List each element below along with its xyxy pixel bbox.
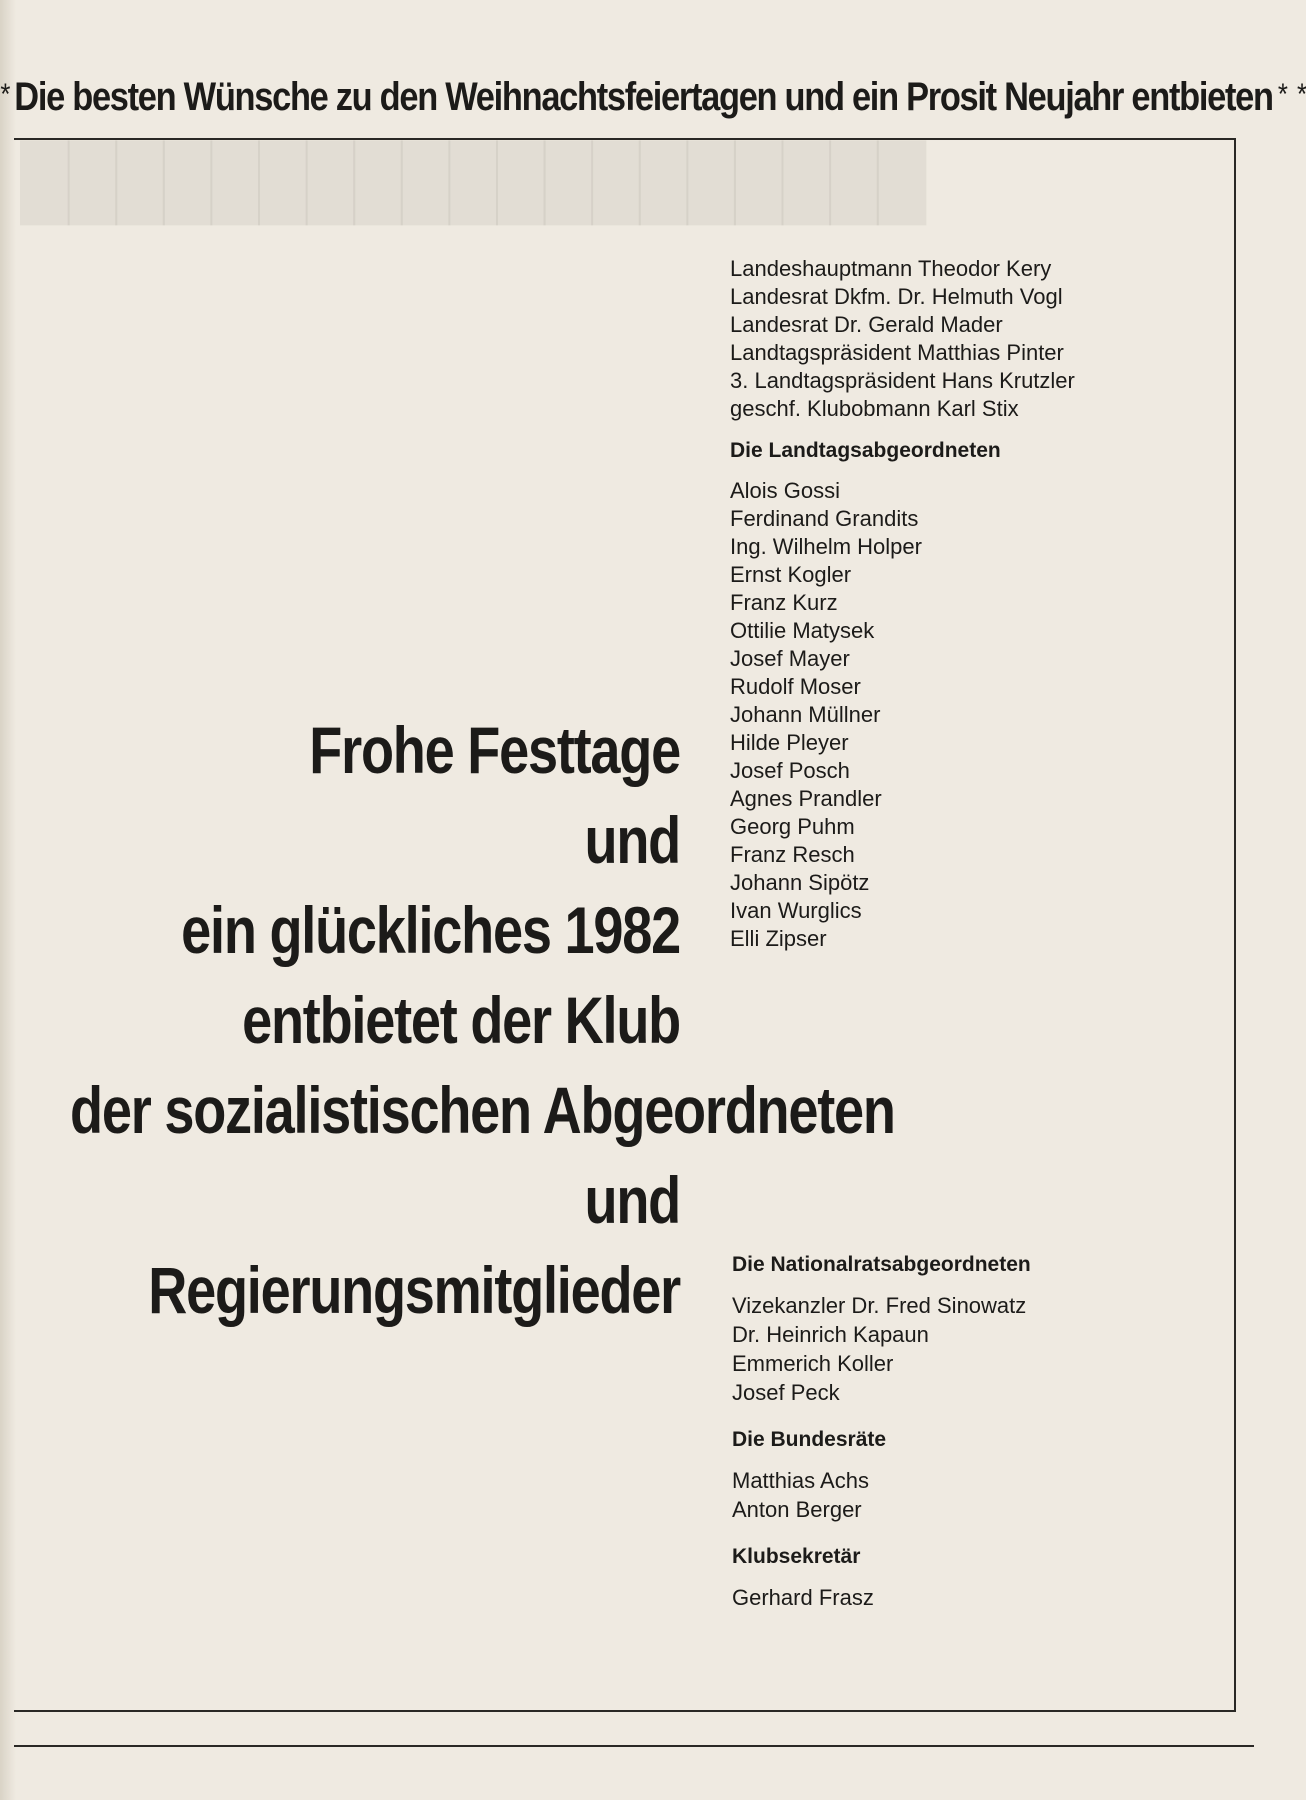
greeting-line: Frohe Festtage xyxy=(309,713,680,787)
list-item: Ing. Wilhelm Holper xyxy=(730,534,922,559)
list-item: Ottilie Matysek xyxy=(730,618,875,643)
header-banner xyxy=(0,62,1306,132)
landtag-list xyxy=(730,477,1150,953)
list-item: Emmerich Koller xyxy=(732,1351,894,1376)
bundesrat-list xyxy=(732,1466,1152,1524)
list-item: Franz Resch xyxy=(730,842,855,867)
list-item: Matthias Achs xyxy=(732,1468,869,1493)
section-title-landtag: Die Landtagsabgeordneten xyxy=(730,439,1001,462)
asterisk-icon: * xyxy=(1277,78,1287,111)
greeting-line: und xyxy=(584,803,680,877)
list-item: Rudolf Moser xyxy=(730,674,861,699)
bleed-through-texture: ███████████████████ xyxy=(20,141,925,219)
list-item: Elli Zipser xyxy=(730,926,827,951)
members-list-upper xyxy=(730,255,1150,953)
nationalrat-list xyxy=(732,1291,1152,1407)
list-item: Ivan Wurglics xyxy=(730,898,862,923)
list-item: Landesrat Dr. Gerald Mader xyxy=(730,312,1003,337)
list-item: Landeshauptmann Theodor Kery xyxy=(730,256,1052,281)
list-item: Landesrat Dkfm. Dr. Helmuth Vogl xyxy=(730,284,1063,309)
government-list xyxy=(730,255,1150,423)
greeting-line: und xyxy=(584,1163,680,1237)
section-title-sekretaer: Klubsekretär xyxy=(732,1545,861,1568)
greeting-line: Regierungsmitglieder xyxy=(148,1253,680,1327)
asterisk-icon: * xyxy=(0,78,10,111)
members-list-lower xyxy=(732,1250,1152,1612)
list-item: Anton Berger xyxy=(732,1497,862,1522)
asterisk-icon: * xyxy=(1296,78,1306,111)
list-item: Landtagspräsident Matthias Pinter xyxy=(730,340,1064,365)
list-item: Josef Posch xyxy=(730,758,850,783)
section-title-nationalrat: Die Nationalratsabgeordneten xyxy=(732,1253,1031,1276)
list-item: Agnes Prandler xyxy=(730,786,882,811)
list-item: geschf. Klubobmann Karl Stix xyxy=(730,396,1019,421)
bottom-rule xyxy=(14,1745,1254,1747)
list-item: Hilde Pleyer xyxy=(730,730,849,755)
list-item: Johann Müllner xyxy=(730,702,881,727)
list-item: Ernst Kogler xyxy=(730,562,852,587)
list-item: Dr. Heinrich Kapaun xyxy=(732,1322,929,1347)
list-item: Josef Mayer xyxy=(730,646,850,671)
section-title-bundesrat: Die Bundesräte xyxy=(732,1428,887,1451)
greeting-line: ein glückliches 1982 xyxy=(181,893,680,967)
list-item: Josef Peck xyxy=(732,1380,840,1405)
list-item: Ferdinand Grandits xyxy=(730,506,919,531)
greeting-line: der sozialistischen Abgeordneten xyxy=(70,1073,895,1147)
list-item: Gerhard Frasz xyxy=(732,1585,874,1610)
banner-text: Die besten Wünsche zu den Weihnachtsfeiertagen und ein Prosit Neujahr entbieten xyxy=(14,74,1273,119)
list-item: 3. Landtagspräsident Hans Krutzler xyxy=(730,368,1075,393)
list-item: Franz Kurz xyxy=(730,590,838,615)
list-item: Johann Sipötz xyxy=(730,870,870,895)
greeting-line: entbietet der Klub xyxy=(242,983,681,1057)
sekretaer-list xyxy=(732,1583,1152,1612)
list-item: Georg Puhm xyxy=(730,814,855,839)
list-item: Vizekanzler Dr. Fred Sinowatz xyxy=(732,1293,1027,1318)
list-item: Alois Gossi xyxy=(730,478,841,503)
